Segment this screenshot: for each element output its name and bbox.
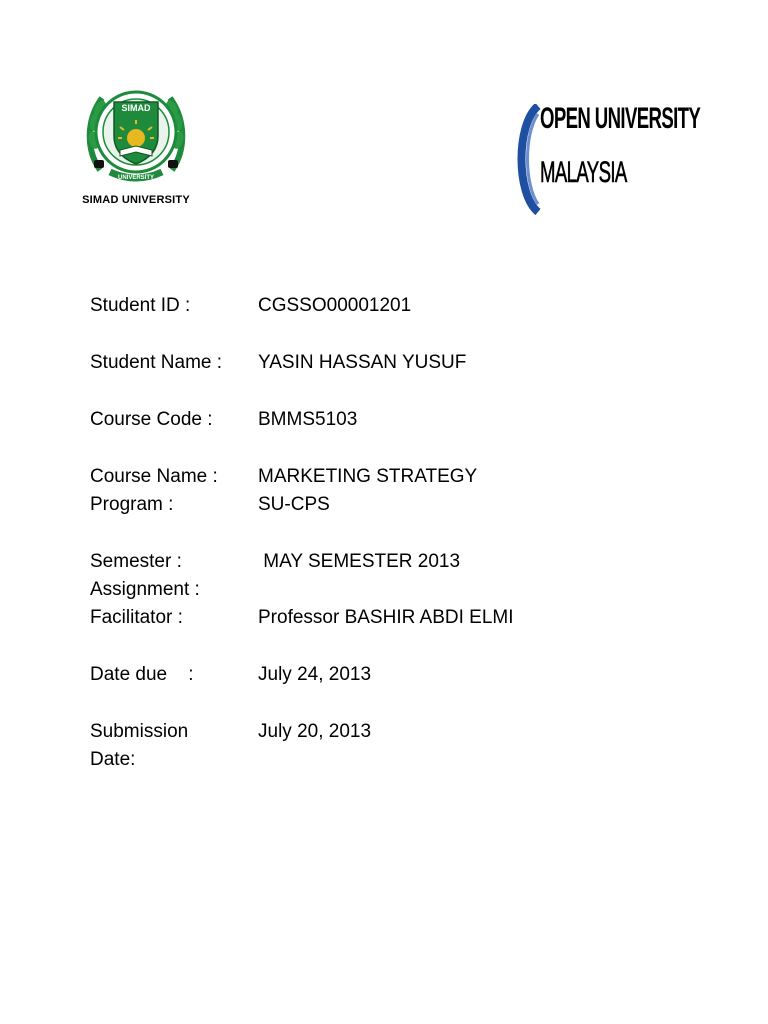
oum-logo-line1: OPEN UNIVERSITY xyxy=(540,102,701,135)
student-name-row xyxy=(90,349,690,377)
date-due-row xyxy=(90,661,690,689)
date-due-label: Date due : xyxy=(90,664,194,685)
course-name-row xyxy=(90,463,690,491)
simad-logo-caption: SIMAD UNIVERSITY xyxy=(82,194,190,206)
facilitator-label: Facilitator : xyxy=(90,607,183,628)
simad-university-logo xyxy=(80,80,192,212)
submission-date-row xyxy=(90,718,690,746)
assignment-row xyxy=(90,576,690,604)
simad-badge-text: SIMAD xyxy=(121,103,151,113)
submission-date-label-line2: Date: xyxy=(90,749,136,770)
student-id-value: CGSSO00001201 xyxy=(258,295,412,316)
semester-value: MAY SEMESTER 2013 xyxy=(258,551,461,572)
student-id-row xyxy=(90,292,690,320)
date-due-value: July 24, 2013 xyxy=(258,664,372,685)
course-code-value: BMMS5103 xyxy=(258,409,358,430)
oum-logo-line2: MALAYSIA xyxy=(540,156,627,189)
facilitator-row xyxy=(90,604,690,632)
semester-label: Semester : xyxy=(90,551,182,572)
course-name-value: MARKETING STRATEGY xyxy=(258,466,478,487)
submission-date-value: July 20, 2013 xyxy=(258,721,372,742)
student-name-label: Student Name : xyxy=(90,352,223,373)
assignment-label: Assignment : xyxy=(90,579,200,600)
student-info-block xyxy=(90,292,690,774)
course-code-label: Course Code : xyxy=(90,409,213,430)
student-id-label: Student ID : xyxy=(90,295,191,316)
oum-arc-icon xyxy=(512,104,542,216)
course-code-row xyxy=(90,406,690,434)
course-name-label: Course Name : xyxy=(90,466,218,487)
semester-row xyxy=(90,548,690,576)
submission-date-row-cont xyxy=(90,746,690,774)
simad-ring-text: UNIVERSITY xyxy=(117,175,154,181)
program-label: Program : xyxy=(90,494,174,515)
student-name-value: YASIN HASSAN YUSUF xyxy=(258,352,467,373)
program-row xyxy=(90,491,690,519)
open-university-malaysia-logo xyxy=(512,100,701,215)
program-value: SU-CPS xyxy=(258,494,330,515)
facilitator-value: Professor BASHIR ABDI ELMI xyxy=(258,607,514,628)
submission-date-label-line1: Submission xyxy=(90,721,189,742)
